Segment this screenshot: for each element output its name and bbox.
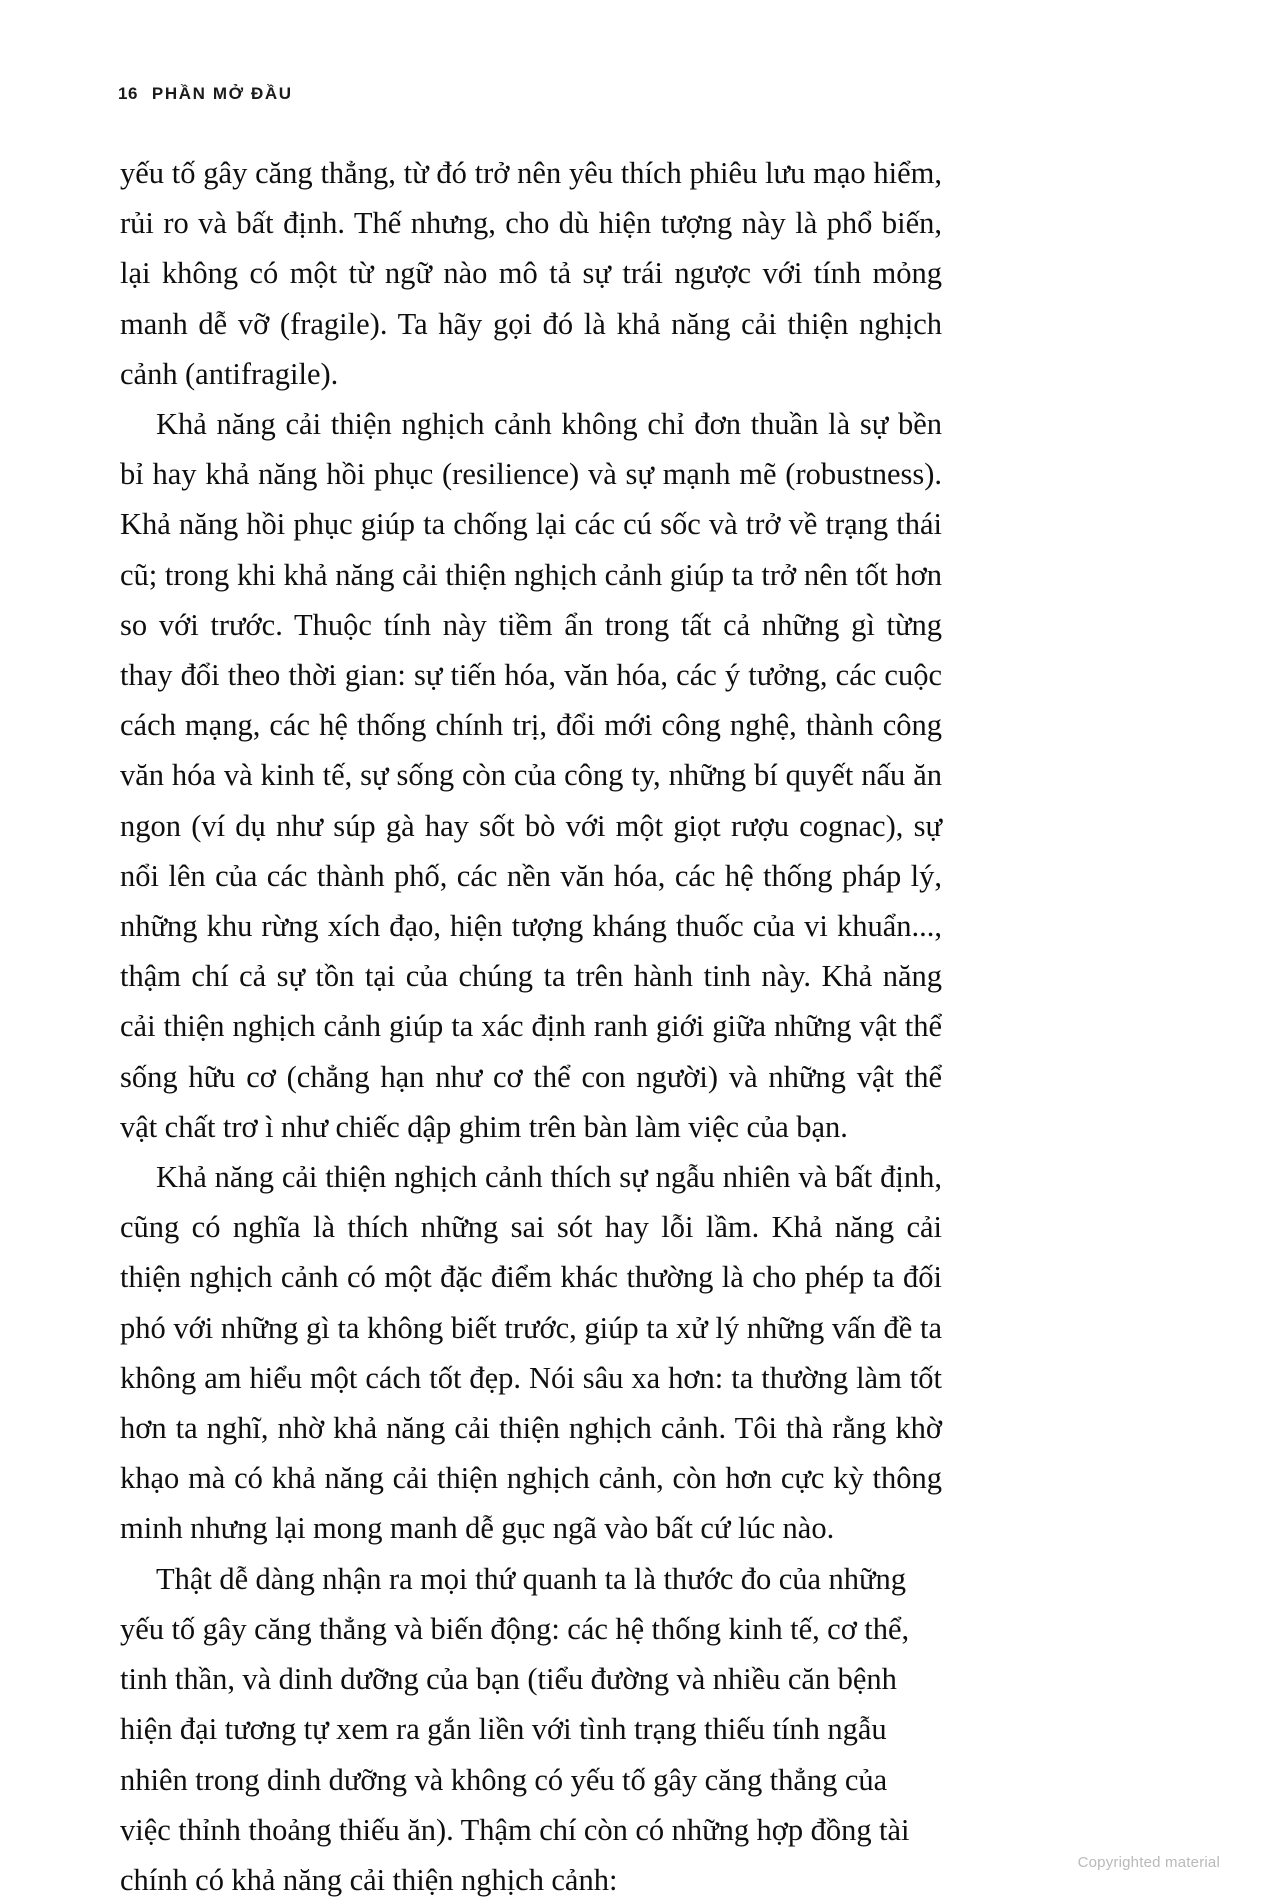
page-number: 16 [118, 84, 138, 103]
body-text-block [120, 148, 942, 1899]
copyright-watermark: Copyrighted material [1077, 1854, 1220, 1871]
paragraph-3: Khả năng cải thiện nghịch cảnh thích sự ngẫu nhiên và bất định, cũng có nghĩa là thích những sai sót hay lỗi lầm. Khả năng cải thiện nghịch cảnh có một đặc điểm khác thường là cho phép ta đối phó với những gì ta không biết trước, giúp ta xử lý những vấn đề ta không am hiểu một cách tốt đẹp. Nói sâu xa hơn: ta thường làm tốt hơn ta nghĩ, nhờ khả năng cải thiện nghịch cảnh. Tôi thà rằng khờ khạo mà có khả năng cải thiện nghịch cảnh, còn hơn cực kỳ thông minh nhưng lại mong manh dễ gục ngã vào bất cứ lúc nào. [120, 1160, 942, 1546]
paragraph-1: yếu tố gây căng thẳng, từ đó trở nên yêu thích phiêu lưu mạo hiểm, rủi ro và bất định. Thế nhưng, cho dù hiện tượng này là phổ biến, lại không có một từ ngữ nào mô tả sự trái ngược với tính mỏng manh dễ vỡ (fragile). Ta hãy gọi đó là khả năng cải thiện nghịch cảnh (antifragile). [120, 156, 942, 391]
running-head [118, 84, 293, 104]
paragraph-4: Thật dễ dàng nhận ra mọi thứ quanh ta là thước đo của những yếu tố gây căng thẳng và biến động: các hệ thống kinh tế, cơ thể, tinh thần, và dinh dưỡng của bạn (tiểu đường và nhiều căn bệnh hiện đại tương tự xem ra gắn liền với tình trạng thiếu tính ngẫu nhiên trong dinh dưỡng và không có yếu tố gây căng thẳng của việc thỉnh thoảng thiếu ăn). Thậm chí còn có những hợp đồng tài chính có khả năng cải thiện nghịch cảnh: [120, 1561, 910, 1897]
paragraph-2: Khả năng cải thiện nghịch cảnh không chỉ đơn thuần là sự bền bỉ hay khả năng hồi phục (resilience) và sự mạnh mẽ (robustness). Khả năng hồi phục giúp ta chống lại các cú sốc và trở về trạng thái cũ; trong khi khả năng cải thiện nghịch cảnh giúp ta trở nên tốt hơn so với trước. Thuộc tính này tiềm ẩn trong tất cả những gì từng thay đổi theo thời gian: sự tiến hóa, văn hóa, các ý tưởng, các cuộc cách mạng, các hệ thống chính trị, đổi mới công nghệ, thành công văn hóa và kinh tế, sự sống còn của công ty, những bí quyết nấu ăn ngon (ví dụ như súp gà hay sốt bò với một giọt rượu cognac), sự nổi lên của các thành phố, các nền văn hóa, các hệ thống pháp lý, những khu rừng xích đạo, hiện tượng kháng thuốc của vi khuẩn..., thậm chí cả sự tồn tại của chúng ta trên hành tinh này. Khả năng cải thiện nghịch cảnh giúp ta xác định ranh giới giữa những vật thể sống hữu cơ (chẳng hạn như cơ thể con người) và những vật thể vật chất trơ ì như chiếc dập ghim trên bàn làm việc của bạn. [120, 407, 942, 1144]
section-title: PHẦN MỞ ĐẦU [151, 84, 293, 103]
